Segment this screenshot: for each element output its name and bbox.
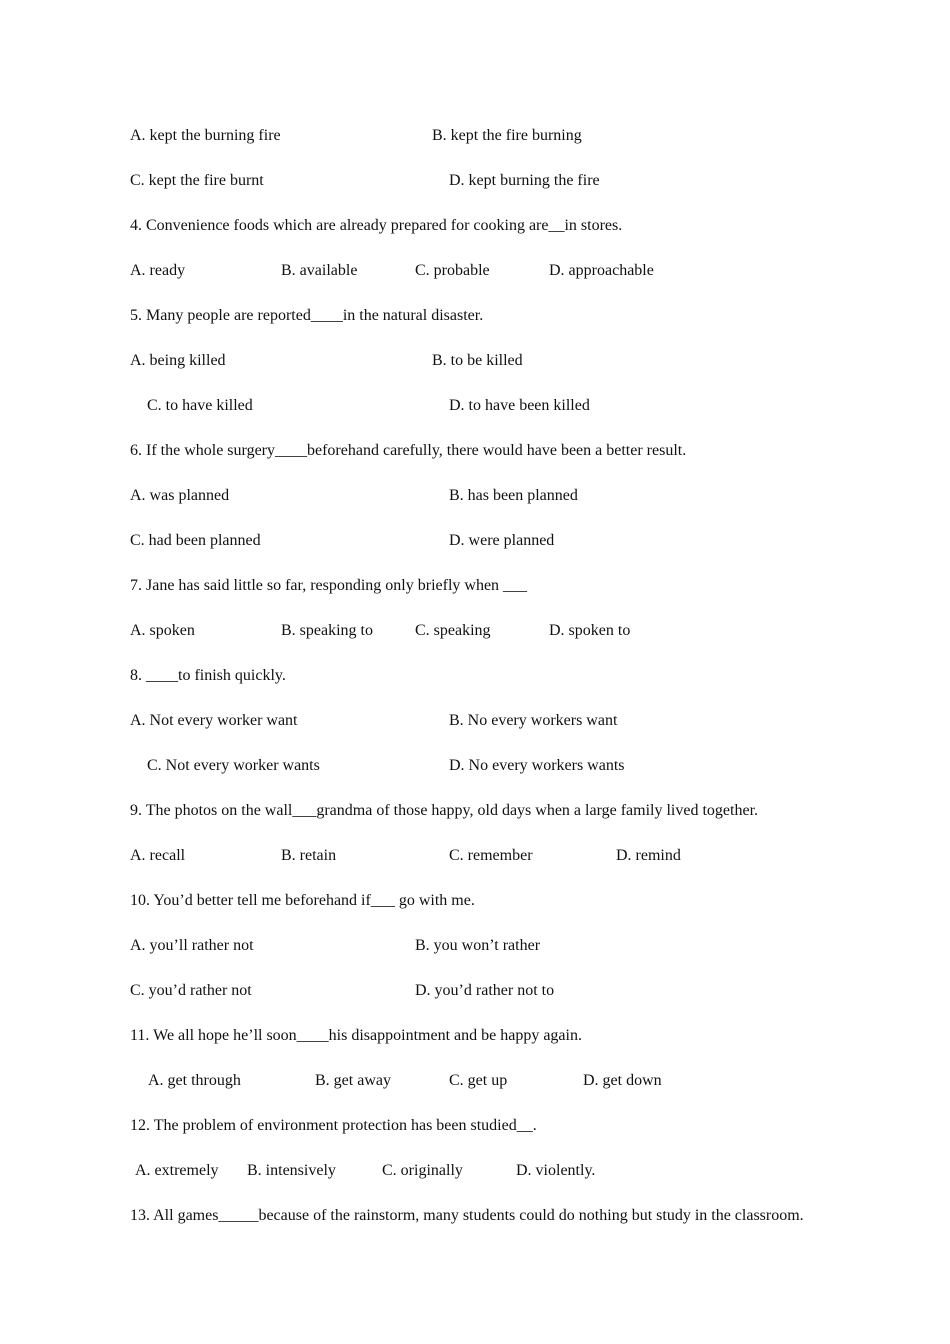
q4-option-a: A. ready [130,262,186,279]
q6-option-a: A. was planned [130,487,230,504]
q12-option-a: A. extremely [135,1162,219,1179]
q9-option-c: C. remember [449,847,533,864]
q5-option-b: B. to be killed [432,352,523,369]
q6-option-c: C. had been planned [130,532,261,549]
question-13: 13. All games_____because of the rainstorm, many students could do nothing but study in the classroom. [130,1207,804,1224]
question-12: 12. The problem of environment protection has been studied__. [130,1117,537,1134]
q3-option-b: B. kept the fire burning [432,127,582,144]
q3-option-c: C. kept the fire burnt [130,172,264,189]
q11-option-d: D. get down [583,1072,662,1089]
question-8: 8. ____to finish quickly. [130,667,286,684]
q12-option-d: D. violently. [516,1162,596,1179]
q9-option-a: A. recall [130,847,186,864]
question-6: 6. If the whole surgery____beforehand carefully, there would have been a better result. [130,442,687,459]
q8-option-d: D. No every workers wants [449,757,625,774]
q7-option-a: A. spoken [130,622,195,639]
q11-option-c: C. get up [449,1072,508,1089]
q5-option-d: D. to have been killed [449,397,590,414]
q6-option-d: D. were planned [449,532,555,549]
q6-option-b: B. has been planned [449,487,578,504]
question-7: 7. Jane has said little so far, responding only briefly when ___ [130,577,528,594]
q8-option-c: C. Not every worker wants [147,757,320,774]
q12-option-b: B. intensively [247,1162,336,1179]
question-9: 9. The photos on the wall___grandma of those happy, old days when a large family lived together. [130,802,759,819]
q10-option-c: C. you’d rather not [130,982,252,999]
q4-option-d: D. approachable [549,262,654,279]
q7-option-c: C. speaking [415,622,491,639]
q9-option-b: B. retain [281,847,337,864]
q7-option-b: B. speaking to [281,622,373,639]
q4-option-c: C. probable [415,262,490,279]
q5-option-c: C. to have killed [147,397,253,414]
q10-option-a: A. you’ll rather not [130,937,254,954]
q4-option-b: B. available [281,262,358,279]
q3-option-a: A. kept the burning fire [130,127,281,144]
q10-option-d: D. you’d rather not to [415,982,555,999]
q11-option-a: A. get through [148,1072,241,1089]
q8-option-b: B. No every workers want [449,712,618,729]
question-5: 5. Many people are reported____in the natural disaster. [130,307,484,324]
q8-option-a: A. Not every worker want [130,712,298,729]
q11-option-b: B. get away [315,1072,391,1089]
q10-option-b: B. you won’t rather [415,937,541,954]
q12-option-c: C. originally [382,1162,463,1179]
q5-option-a: A. being killed [130,352,226,369]
question-11: 11. We all hope he’ll soon____his disappointment and be happy again. [130,1027,582,1044]
q7-option-d: D. spoken to [549,622,631,639]
question-10: 10. You’d better tell me beforehand if___ go with me. [130,892,475,909]
q3-option-d: D. kept burning the fire [449,172,600,189]
q9-option-d: D. remind [616,847,681,864]
question-4: 4. Convenience foods which are already prepared for cooking are__in stores. [130,217,623,234]
